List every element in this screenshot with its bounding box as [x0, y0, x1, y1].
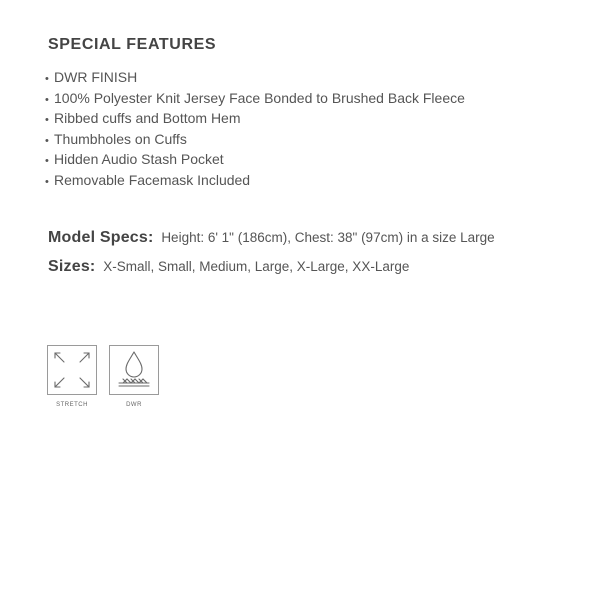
special-features-heading: SPECIAL FEATURES: [48, 36, 217, 53]
feature-item: [45, 67, 465, 88]
feature-text: 100% Polyester Knit Jersey Face Bonded to Brushed Back Fleece: [54, 89, 465, 106]
feature-text: Thumbholes on Cuffs: [54, 130, 187, 147]
model-specs-value: Height: 6' 1" (186cm), Chest: 38" (97cm) in a size Large: [161, 230, 495, 245]
feature-item: [45, 88, 465, 109]
sizes-label: Sizes:: [48, 258, 96, 275]
bullet-icon: •: [45, 155, 49, 168]
feature-item: [45, 129, 465, 150]
bullet-icon: •: [45, 134, 49, 147]
special-features-list: [45, 67, 465, 191]
stretch-icon: [47, 345, 97, 395]
dwr-caption: DWR: [126, 402, 142, 408]
model-specs-line: [48, 229, 495, 247]
bullet-icon: •: [45, 175, 49, 188]
feature-text: DWR FINISH: [54, 69, 138, 85]
bullet-icon: •: [45, 73, 49, 85]
stretch-feature-tile: [47, 345, 97, 408]
dwr-feature-tile: [109, 345, 159, 408]
dwr-icon: [109, 345, 159, 395]
bullet-icon: •: [45, 114, 49, 127]
sizes-line: [48, 258, 409, 276]
model-specs-label: Model Specs:: [48, 229, 154, 246]
feature-text: Removable Facemask Included: [54, 171, 251, 188]
feature-item: [45, 149, 465, 170]
feature-text: Hidden Audio Stash Pocket: [54, 151, 224, 168]
stretch-caption: STRETCH: [56, 402, 88, 408]
feature-text: Ribbed cuffs and Bottom Hem: [54, 110, 241, 127]
sizes-value: X-Small, Small, Medium, Large, X-Large, XX-Large: [103, 259, 410, 274]
feature-item: [45, 170, 465, 191]
feature-item: [45, 108, 465, 129]
bullet-icon: •: [45, 93, 49, 106]
